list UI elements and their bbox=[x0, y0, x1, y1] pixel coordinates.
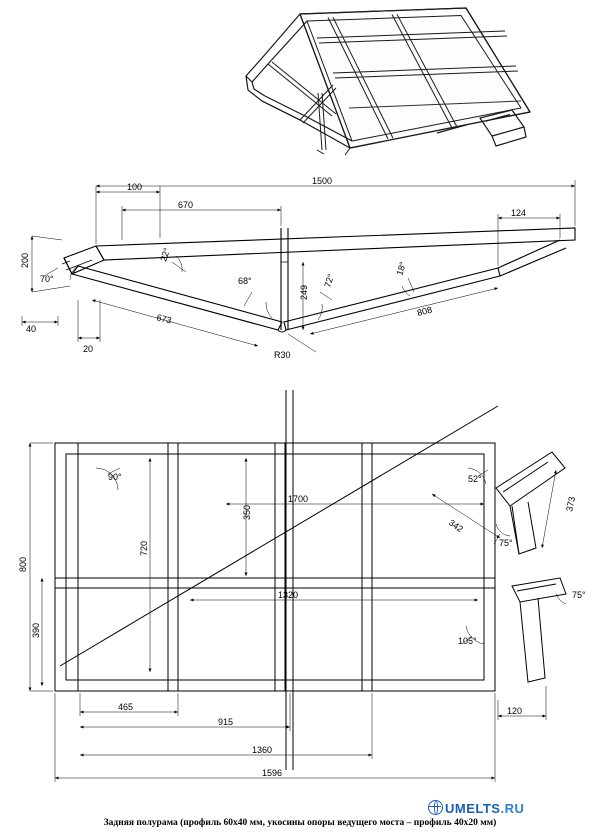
dim-72deg: 72° bbox=[322, 272, 337, 289]
dim-70deg: 70° bbox=[40, 274, 54, 284]
watermark-tld: .RU bbox=[500, 801, 525, 816]
dim-100: 100 bbox=[127, 182, 143, 192]
dim-249: 249 bbox=[299, 284, 309, 300]
dim-670: 670 bbox=[178, 200, 194, 210]
dim-52deg: 52° bbox=[468, 474, 482, 484]
dim-40: 40 bbox=[26, 324, 37, 334]
watermark-name: UMELTS bbox=[445, 801, 501, 816]
dim-673: 673 bbox=[155, 312, 173, 326]
dim-R30: R30 bbox=[274, 350, 291, 360]
dim-75deg-lower: 75° bbox=[572, 590, 586, 600]
isometric-frame-view bbox=[246, 8, 530, 155]
dim-1320: 1320 bbox=[278, 590, 299, 600]
dim-800: 800 bbox=[18, 556, 28, 572]
dim-20: 20 bbox=[83, 344, 94, 354]
dim-200: 200 bbox=[20, 252, 30, 268]
side-view-dimension-lines bbox=[22, 180, 575, 352]
dim-342: 342 bbox=[446, 517, 465, 535]
dim-90deg: 90° bbox=[108, 472, 122, 482]
dim-720: 720 bbox=[139, 540, 149, 556]
dim-22deg: 22° bbox=[158, 246, 173, 263]
plan-top-view bbox=[55, 390, 566, 770]
dim-465: 465 bbox=[118, 702, 134, 712]
dim-124: 124 bbox=[511, 208, 527, 218]
dim-18deg: 18° bbox=[394, 260, 409, 277]
dim-350: 350 bbox=[242, 504, 252, 520]
dim-1700: 1700 bbox=[288, 494, 309, 504]
figure-caption: Задняя полурама (профиль 60х40 мм, укосины опоры ведущего моста – профиль 40х20 мм) bbox=[103, 818, 497, 828]
dim-390: 390 bbox=[31, 622, 41, 638]
dim-1500: 1500 bbox=[312, 176, 333, 186]
dim-75deg-upper: 75° bbox=[499, 538, 513, 548]
dim-1360: 1360 bbox=[252, 745, 273, 755]
plan-view-dimension-labels bbox=[18, 472, 586, 778]
dim-808: 808 bbox=[416, 304, 434, 318]
dim-120: 120 bbox=[507, 706, 523, 716]
dim-915: 915 bbox=[218, 717, 234, 727]
dim-68deg: 68° bbox=[238, 276, 252, 286]
globe-icon bbox=[428, 800, 443, 815]
dim-1596: 1596 bbox=[262, 768, 283, 778]
site-watermark bbox=[428, 798, 578, 816]
dim-105deg: 105° bbox=[458, 636, 477, 646]
dim-373: 373 bbox=[564, 495, 578, 513]
